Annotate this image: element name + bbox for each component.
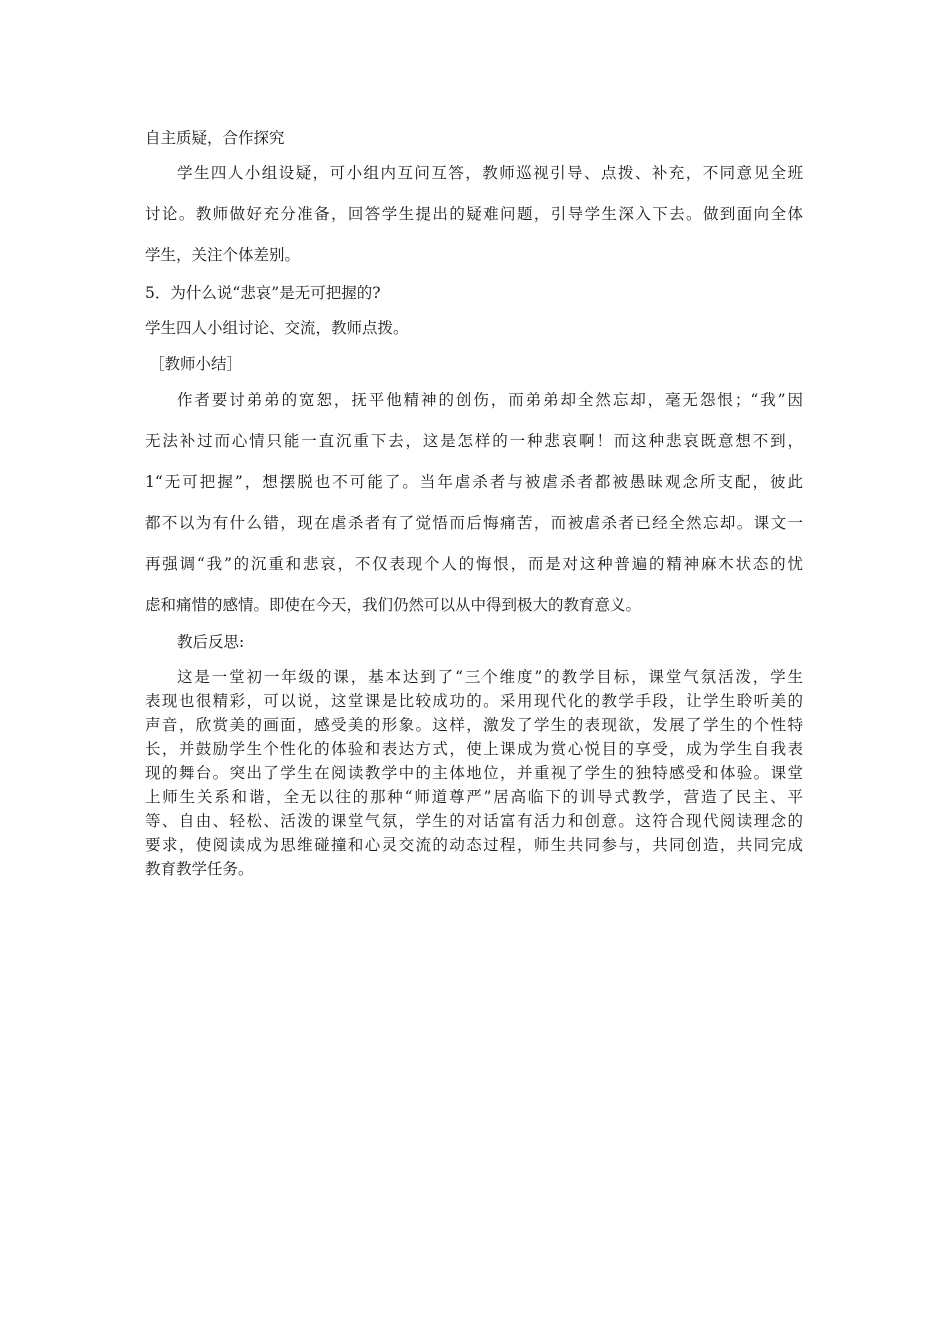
paragraph-line: 作者要讨弟弟的宽恕，抚平他精神的创伤，而弟弟却全然忘却，毫无怨恨；“我”因 — [177, 391, 803, 409]
paragraph-line: 教育教学任务。 — [145, 860, 254, 878]
paragraph-line: 要求，使阅读成为思维碰撞和心灵交流的动态过程，师生共同参与，共同创造，共同完成 — [145, 836, 803, 854]
paragraph-line: 再强调“我”的沉重和悲哀，不仅表现个人的悔恨，而是对这种普遍的精神麻木状态的忧 — [145, 555, 803, 573]
paragraph-line: 表现也很精彩，可以说，这堂课是比较成功的。采用现代化的教学手段，让学生聆听美的 — [145, 692, 803, 710]
paragraph-line: 虑和痛惜的感情。即使在今天，我们仍然可以从中得到极大的教育意义。 — [145, 596, 642, 614]
paragraph-line: 1“无可把握”，想摆脱也不可能了。当年虐杀者与被虐杀者都被愚昧观念所支配，彼此 — [145, 473, 803, 491]
question-text: 5．为什么说“悲哀”是无可把握的? — [145, 284, 381, 302]
paragraph-line: 讨论。教师做好充分准备，回答学生提出的疑难问题，引导学生深入下去。做到面向全体 — [145, 205, 803, 223]
paragraph-line: 学生，关注个体差别。 — [145, 246, 301, 264]
paragraph-line: 长，并鼓励学生个性化的体验和表达方式，使上课成为赏心悦目的享受，成为学生自我表 — [145, 740, 803, 758]
paragraph-line: 声音，欣赏美的画面，感受美的形象。这样，激发了学生的表现欲，发展了学生的个性特 — [145, 716, 803, 734]
paragraph-line: 都不以为有什么错，现在虐杀者有了觉悟而后悔痛苦，而被虐杀者已经全然忘却。课文一 — [145, 514, 803, 532]
paragraph-line: 现的舞台。突出了学生在阅读教学中的主体地位，并重视了学生的独特感受和体验。课堂 — [145, 764, 803, 782]
paragraph-line: 上师生关系和谐，全无以往的那种“师道尊严”居高临下的训导式教学，营造了民主、平 — [145, 788, 803, 806]
paragraph-line: 等、自由、轻松、活泼的课堂气氛，学生的对话富有活力和创意。这符合现代阅读理念的 — [145, 812, 803, 830]
summary-heading: ［教师小结］ — [149, 355, 243, 373]
paragraph-line: 这是一堂初一年级的课，基本达到了“三个维度”的教学目标，课堂气氛活泼，学生 — [177, 668, 803, 686]
question-method: 学生四人小组讨论、交流，教师点拨。 — [145, 319, 409, 337]
paragraph-line: 学生四人小组设疑，可小组内互问互答，教师巡视引导、点拨、补充，不同意见全班 — [177, 164, 803, 182]
section-heading: 自主质疑，合作探究 — [145, 129, 285, 147]
paragraph-line: 无法补过而心情只能一直沉重下去，这是怎样的一种悲哀啊！而这种悲哀既意想不到， — [145, 432, 803, 450]
reflection-heading: 教后反思: — [177, 633, 245, 651]
